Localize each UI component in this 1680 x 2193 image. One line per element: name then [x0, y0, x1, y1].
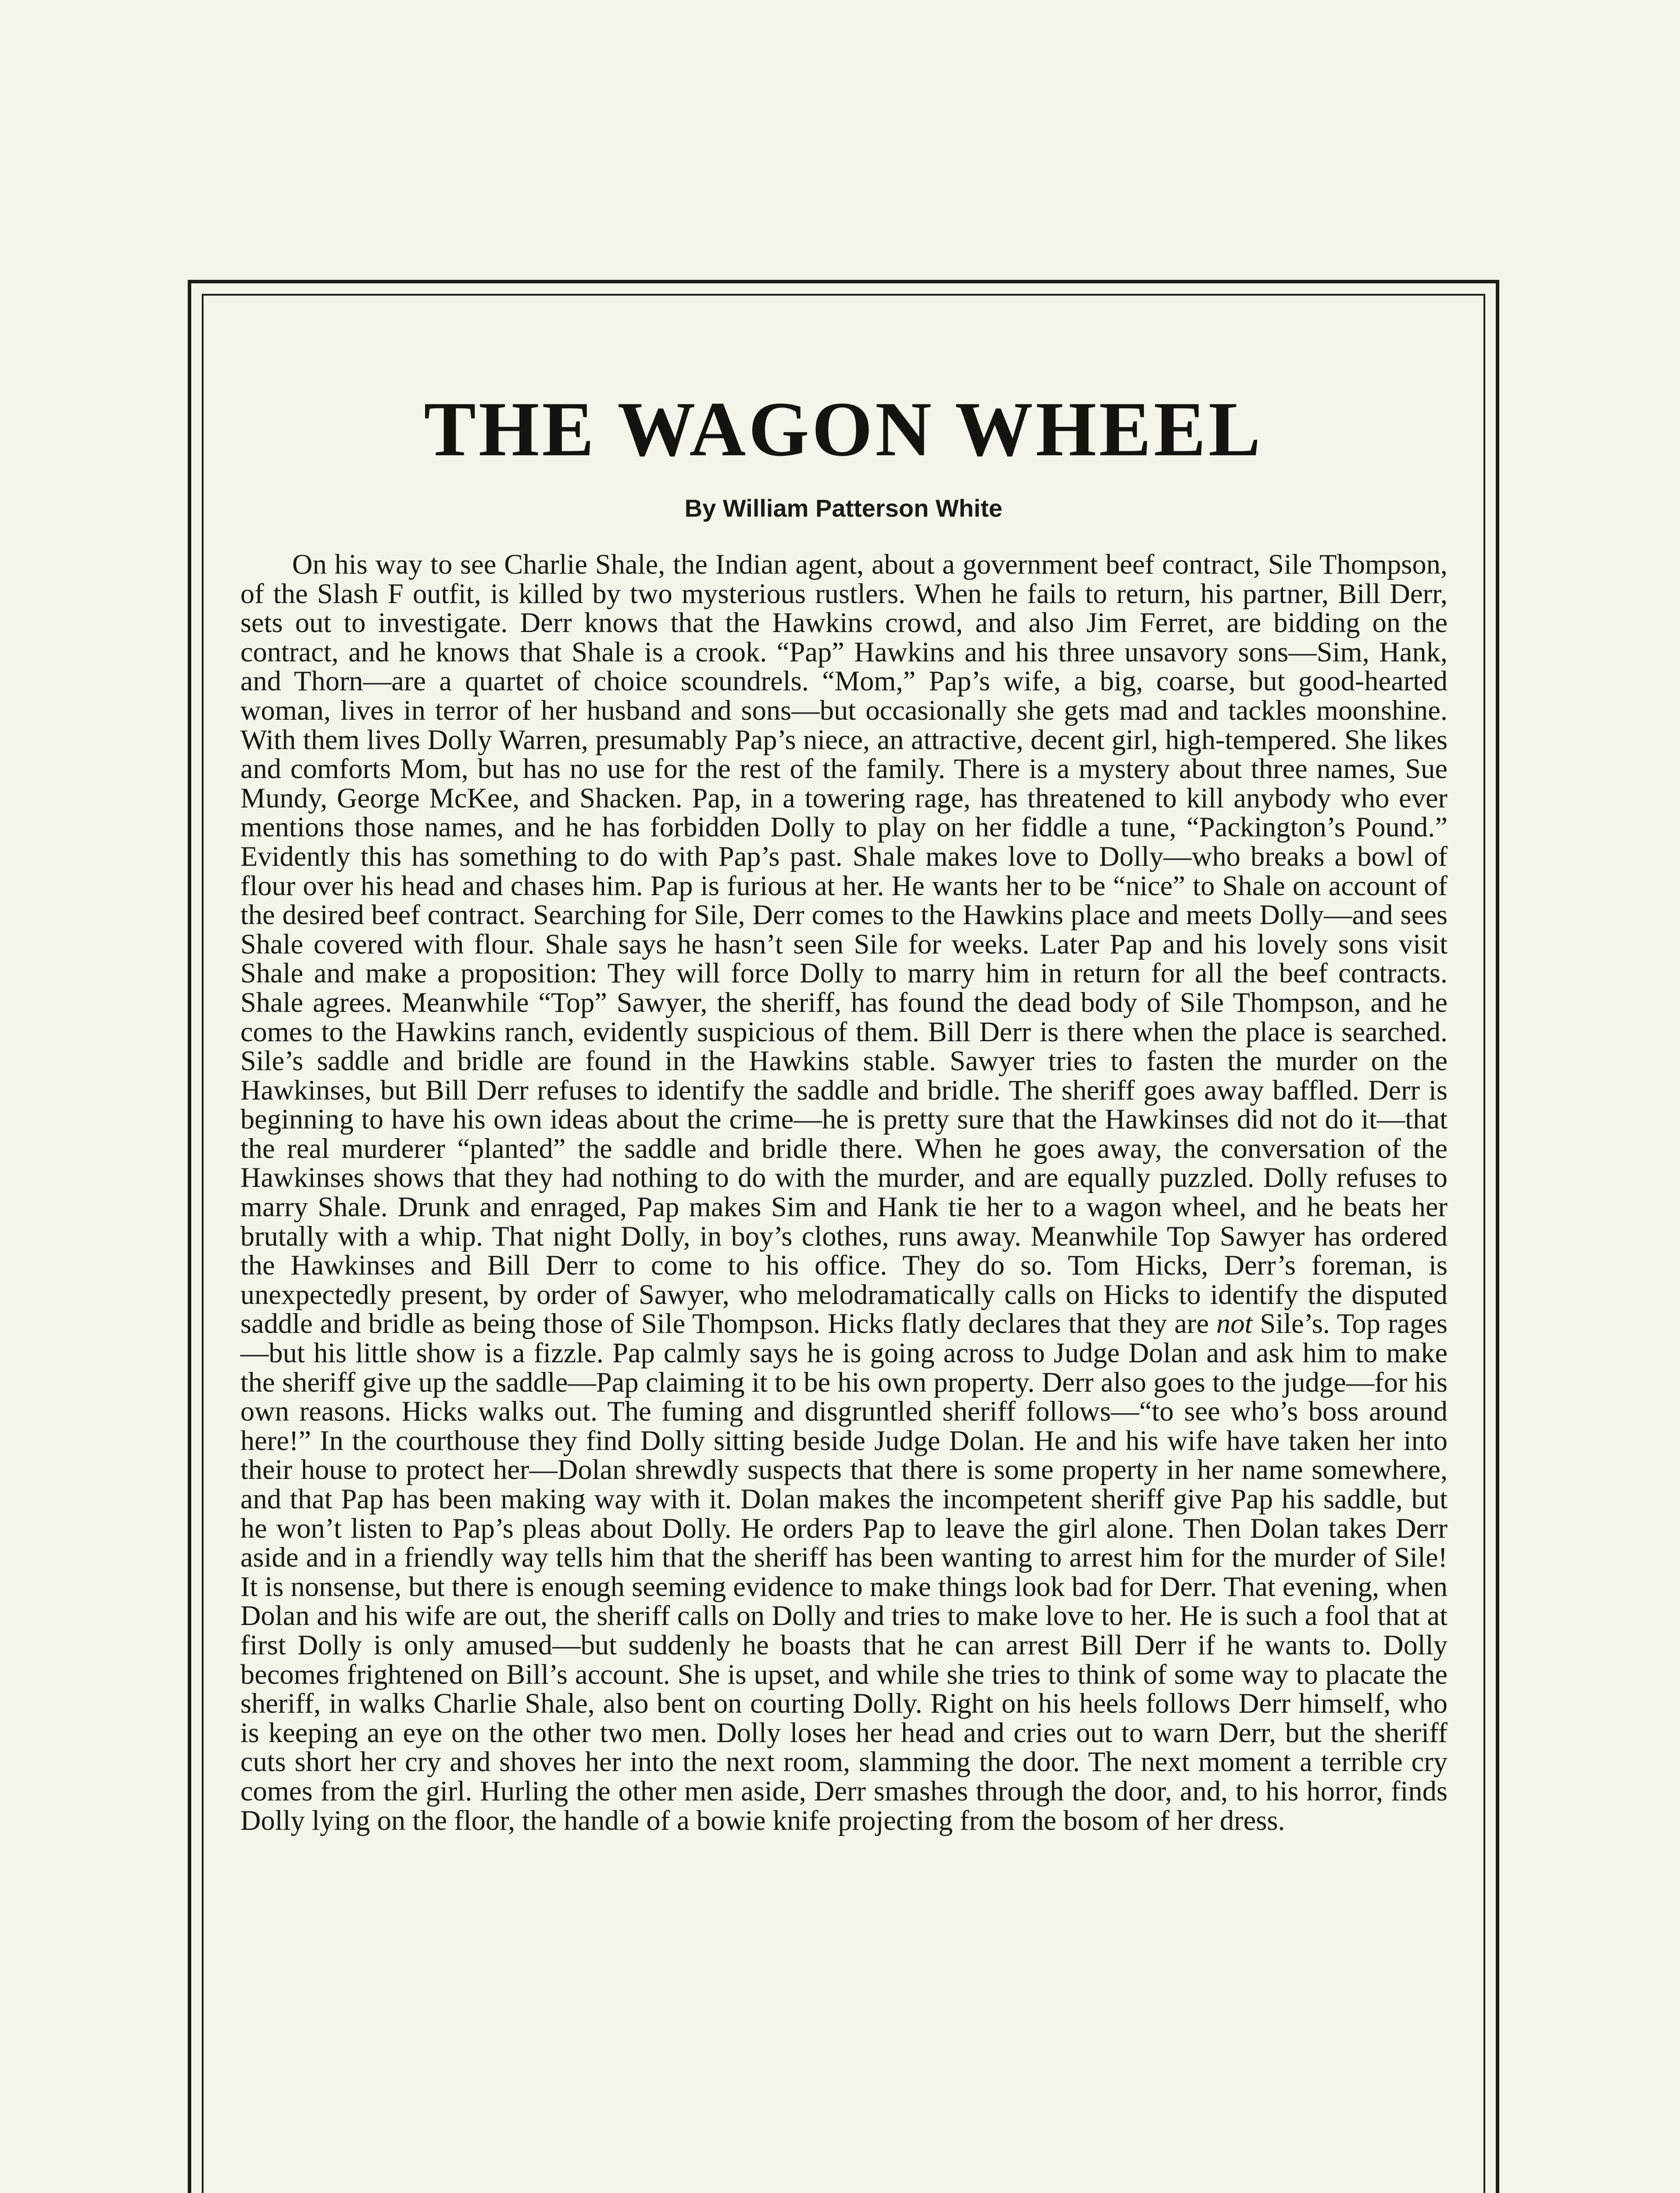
page-border-outer — [188, 280, 1499, 2193]
synopsis-text-part-2: Sile’s. Top rages—but his little show is a fizzle. Pap calmly says he is going across to Judge Dolan and ask him to make the sheriff give up the saddle—Pap claiming it to be his own property. Derr also goes to the judge—for his own reasons. Hicks walks out. The fuming and disgruntled sheriff follows—“to see who’s boss around here!” In the courthouse they find Dolly sitting beside Judge Dolan. He and his wife have taken her into their house to protect her—Dolan shrewdly suspects that there is some property in her name somewhere, and that Pap has been making way with it. Dolan makes the incompetent sheriff give Pap his saddle, but he won’t listen to Pap’s pleas about Dolly. He orders Pap to leave the girl alone. Then Dolan takes Derr aside and in a friendly way tells him that the sheriff has been wanting to arrest him for the murder of Sile! It is nonsense, but there is enough seeming evidence to make things look bad for Derr. That evening, when Dolan and his wife are out, the sheriff calls on Dolly and tries to make love to her. He is such a fool that at first Dolly is only amused—but suddenly he boasts that he can arrest Bill Derr if he wants to. Dolly becomes frightened on Bill’s account. She is upset, and while she tries to think of some way to placate the sheriff, in walks Charlie Shale, also bent on courting Dolly. Right on his heels follows Derr himself, who is keeping an eye on the other two men. Dolly loses her head and cries out to warn Derr, but the sheriff cuts short her cry and shoves her into the next room, slamming the door. The next moment a terrible cry comes from the girl. Hurling the other men aside, Derr smashes through the door, and, to his horror, finds Dolly lying on the floor, the handle of a bowie knife projecting from the bosom of her dress. — [240, 1308, 1448, 1836]
article-synopsis — [240, 550, 1448, 1835]
article-byline: By William Patterson White — [684, 494, 1003, 522]
synopsis-emphasis: not — [1216, 1308, 1253, 1339]
synopsis-text-part-1: On his way to see Charlie Shale, the Indian agent, about a government beef contract, Sile Thompson, of the Slash F outfit, is killed by two mysterious rustlers. When he fails to return, his partner, Bill Derr, sets out to investigate. Derr knows that the Hawkins crowd, and also Jim Ferret, are bidding on the contract, and he knows that Shale is a crook. “Pap” Hawkins and his three unsavory sons—Sim, Hank, and Thorn—are a quartet of choice scoundrels. “Mom,” Pap’s wife, a big, coarse, but good-hearted woman, lives in terror of her husband and sons—but occasionally she gets mad and tackles moonshine. With them lives Dolly Warren, presumably Pap’s niece, an attractive, decent girl, high-tempered. She likes and comforts Mom, but has no use for the rest of the family. There is a mystery about three names, Sue Mundy, George McKee, and Shacken. Pap, in a towering rage, has threatened to kill anybody who ever mentions those names, and he has forbidden Dolly to play on her fiddle a tune, “Packington’s Pound.” Evidently this has something to do with Pap’s past. Shale makes love to Dolly—who breaks a bowl of flour over his head and chases him. Pap is furious at her. He wants her to be “nice” to Shale on account of the desired beef contract. Searching for Sile, Derr comes to the Hawkins place and meets Dolly—and sees Shale covered with flour. Shale says he hasn’t seen Sile for weeks. Later Pap and his lovely sons visit Shale and make a proposition: They will force Dolly to marry him in return for all the beef contracts. Shale agrees. Meanwhile “Top” Sawyer, the sheriff, has found the dead body of Sile Thompson, and he comes to the Hawkins ranch, evidently suspicious of them. Bill Derr is there when the place is searched. Sile’s saddle and bridle are found in the Hawkins stable. Sawyer tries to fasten the murder on the Hawkinses, but Bill Derr refuses to identify the saddle and bridle. The sheriff goes away baffled. Derr is beginning to have his own ideas about the crime—he is pretty sure that the Hawkinses did not do it—that the real murderer “planted” the saddle and bridle there. When he goes away, the conversation of the Hawkinses shows that they had nothing to do with the murder, and are equally puzzled. Dolly refuses to marry Shale. Drunk and enraged, Pap makes Sim and Hank tie her to a wagon wheel, and he beats her brutally with a whip. That night Dolly, in boy’s clothes, runs away. Meanwhile Top Sawyer has ordered the Hawkinses and Bill Derr to come to his office. They do so. Tom Hicks, Derr’s foreman, is unexpectedly present, by order of Sawyer, who melodramatically calls on Hicks to identify the disputed saddle and bridle as being those of Sile Thompson. Hicks flatly declares that they are — [240, 549, 1448, 1339]
article-title: THE WAGON WHEEL — [424, 386, 1263, 472]
